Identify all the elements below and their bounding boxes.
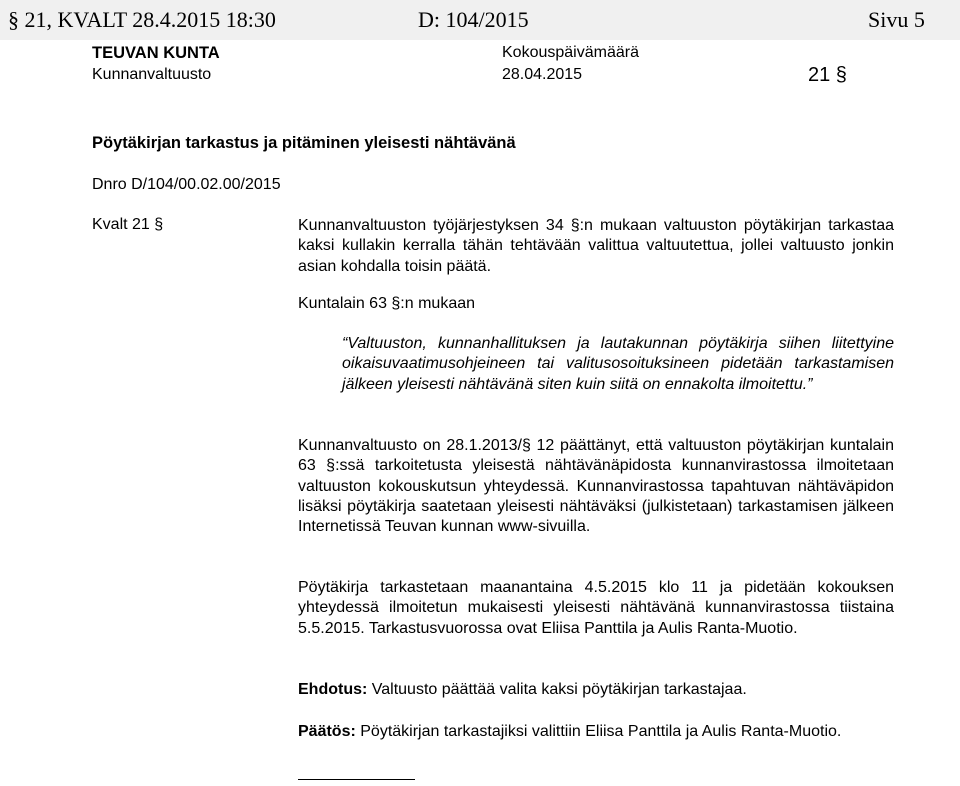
organization-name: TEUVAN KUNTA — [92, 44, 220, 62]
proposal-label: Ehdotus: — [298, 681, 368, 698]
paragraph-rules: Kunnanvaltuuston työjärjestyksen 34 §:n mukaan valtuuston pöytäkirjan tarkastaa kaksi kullakin kerralla tähän tehtävään valittua valtuutettua, jollei valtuusto jonkin asian kohdalla toisin päätä. — [298, 217, 894, 275]
banner-page-number: Sivu 5 — [868, 7, 925, 32]
body-name: Kunnanvaltuusto — [92, 66, 212, 83]
council-section-ref: Kvalt 21 § — [92, 216, 164, 233]
proposal — [298, 680, 894, 700]
signature-rule — [298, 779, 415, 780]
paragraph-law-ref: Kuntalain 63 §:n mukaan — [298, 295, 476, 312]
decision — [298, 722, 858, 742]
paragraph-previous-decision: Kunnanvaltuusto on 28.1.2013/§ 12 päättänyt, että valtuuston pöytäkirjan kuntalain 63 §:ssä tarkoitetusta yleisestä nähtävänäpidosta kunnanvirastossa ilmoitetaan valtuuston kokouskutsun yhteydessä. Kunnanvirastossa tapahtuvan nähtäväpidon lisäksi pöytäkirja saatetaan yleisesti nähtäväksi (julkistetaan) tarkastamisen jälkeen Internetissä Teuvan kunnan www-sivuilla. — [298, 437, 894, 536]
banner-section-info: § 21, KVALT 28.4.2015 18:30 — [8, 7, 276, 32]
proposal-text: Valtuusto päättää valita kaksi pöytäkirjan tarkastajaa. — [367, 681, 747, 698]
banner-document-id: D: 104/2015 — [418, 7, 529, 32]
page-banner — [0, 0, 960, 40]
section-number: 21 § — [808, 64, 847, 86]
paragraph-inspection-schedule: Pöytäkirja tarkastetaan maanantaina 4.5.2015 klo 11 ja pidetään kokouksen yhteydessä ilmoitetun mukaisesti yleisesti nähtävänä kunnanvirastossa tiistaina 5.5.2015. Tarkastusvuorossa ovat Eliisa Panttila ja Aulis Ranta-Muotio. — [298, 579, 894, 637]
law-quote: “Valtuuston, kunnanhallituksen ja lautakunnan pöytäkirja siihen liitettyine oikaisuvaatimusohjeineen tai valitusosoituksineen pidetään tarkastamisen jälkeen yleisesti nähtävänä siten kuin siitä on ennakolta ilmoitettu.” — [342, 335, 894, 393]
meeting-date-label: Kokouspäivämäärä — [502, 44, 639, 61]
decision-text: Pöytäkirjan tarkastajiksi valittiin Eliisa Panttila ja Aulis Ranta-Muotio. — [355, 723, 842, 740]
decision-label: Päätös: — [298, 723, 356, 740]
item-title: Pöytäkirjan tarkastus ja pitäminen yleisesti nähtävänä — [92, 134, 516, 152]
meeting-date: 28.04.2015 — [502, 66, 583, 83]
record-number: Dnro D/104/00.02.00/2015 — [92, 176, 281, 193]
